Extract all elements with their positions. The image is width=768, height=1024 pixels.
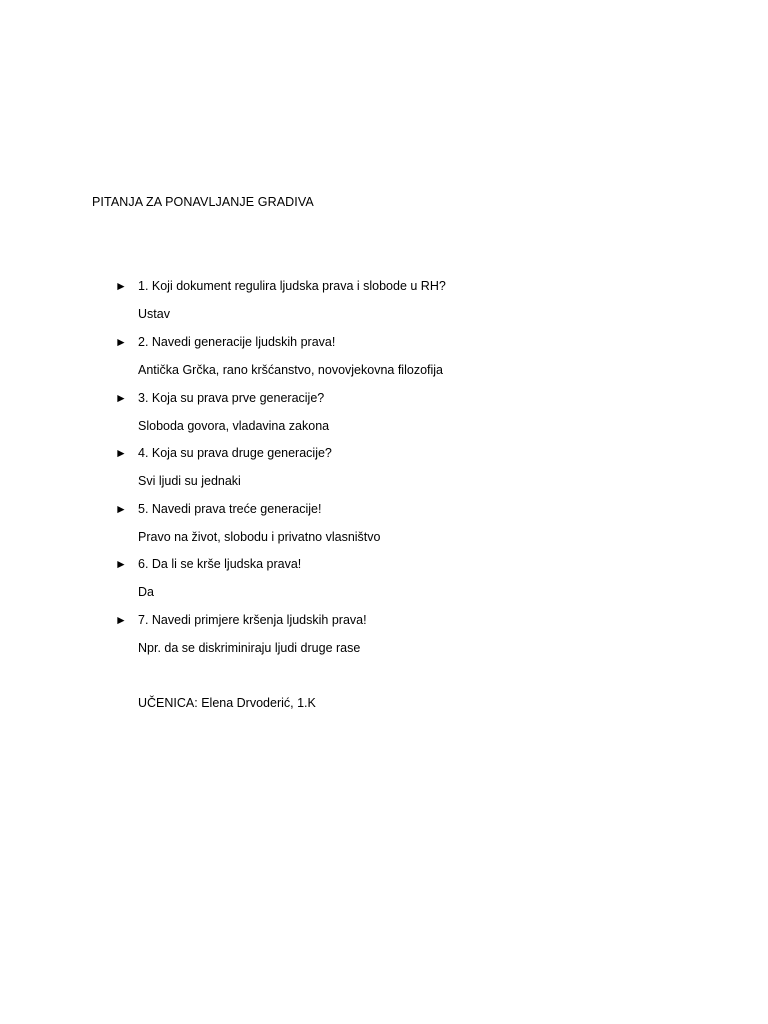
question-text: 4. Koja su prava druge generacije? — [138, 446, 332, 460]
answer-text: Npr. da se diskriminiraju ljudi druge rase — [138, 641, 361, 655]
question-block-3 — [0, 390, 768, 446]
answer-text: Antička Grčka, rano kršćanstvo, novovjekovna filozofija — [138, 363, 443, 377]
question-block-6 — [0, 556, 768, 612]
question-block-2 — [0, 334, 768, 390]
answer-text: Svi ljudi su jednaki — [138, 474, 241, 488]
bullet-arrow-icon: ► — [115, 502, 127, 516]
question-block-5 — [0, 501, 768, 557]
bullet-arrow-icon: ► — [115, 335, 127, 349]
answer-text: Sloboda govora, vladavina zakona — [138, 419, 330, 433]
answer-text: Pravo na život, slobodu i privatno vlasništvo — [138, 530, 381, 544]
bullet-arrow-icon: ► — [115, 279, 127, 293]
answer-text: Da — [138, 585, 154, 599]
question-block-4 — [0, 445, 768, 501]
answer-text: Ustav — [138, 307, 170, 321]
question-block-1 — [0, 278, 768, 334]
question-text: 3. Koja su prava prve generacije? — [138, 391, 325, 405]
student-signature: UČENICA: Elena Drvoderić, 1.K — [138, 696, 316, 710]
question-text: 7. Navedi primjere kršenja ljudskih prava! — [138, 613, 367, 627]
bullet-arrow-icon: ► — [115, 391, 127, 405]
question-text: 6. Da li se krše ljudska prava! — [138, 557, 302, 571]
bullet-arrow-icon: ► — [115, 613, 127, 627]
question-text: 5. Navedi prava treće generacije! — [138, 502, 322, 516]
bullet-arrow-icon: ► — [115, 446, 127, 460]
bullet-arrow-icon: ► — [115, 557, 127, 571]
document-title: PITANJA ZA PONAVLJANJE GRADIVA — [92, 195, 314, 209]
question-text: 2. Navedi generacije ljudskih prava! — [138, 335, 336, 349]
question-text: 1. Koji dokument regulira ljudska prava i slobode u RH? — [138, 279, 446, 293]
question-block-7 — [0, 612, 768, 668]
